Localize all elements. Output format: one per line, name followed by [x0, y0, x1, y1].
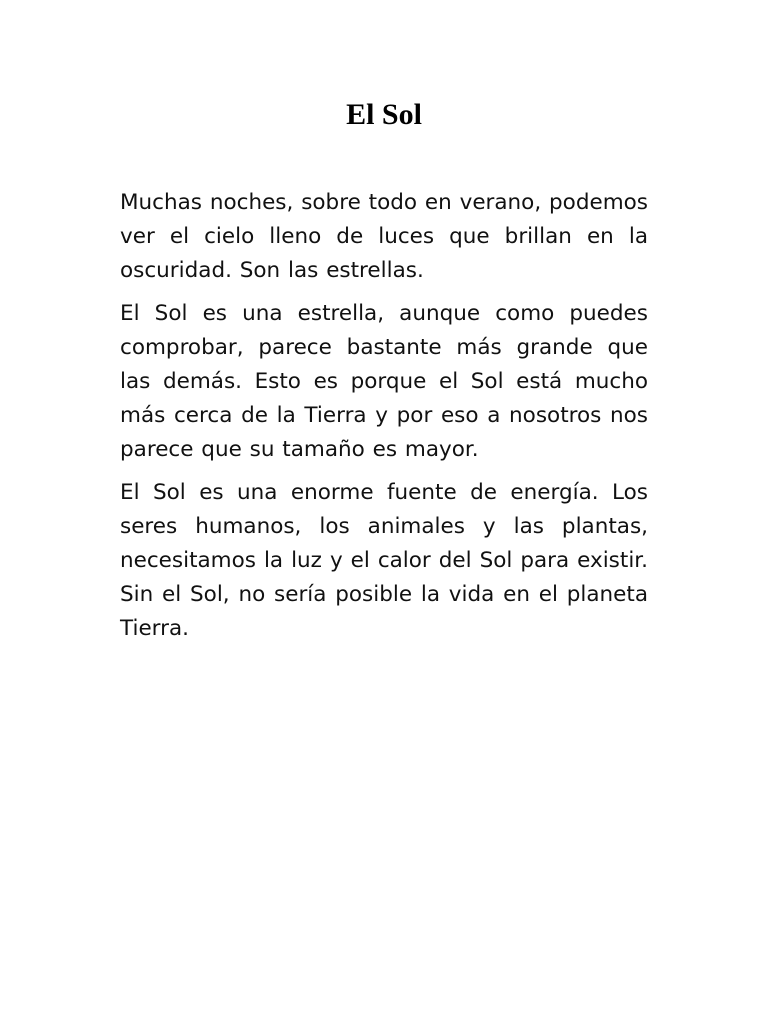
paragraph-stars: Muchas noches, sobre todo en verano, podemos ver el cielo lleno de luces que brillan en la oscuridad. Son las estrellas.: [120, 190, 648, 283]
paragraph-sun-star: El Sol es una estrella, aunque como puedes comprobar, parece bastante más grande que las demás. Esto es porque el Sol está mucho más cerca de la Tierra y por eso a nosotros nos parece que su tamaño es mayor.: [120, 301, 648, 462]
paragraph-sun-energy: El Sol es una enorme fuente de energía. Los seres humanos, los animales y las plantas, necesitamos la luz y el calor del Sol para existir. Sin el Sol, no sería posible la vida en el planeta Tierra.: [120, 480, 648, 641]
page-title: El Sol: [346, 98, 422, 131]
document-body: [120, 186, 648, 655]
